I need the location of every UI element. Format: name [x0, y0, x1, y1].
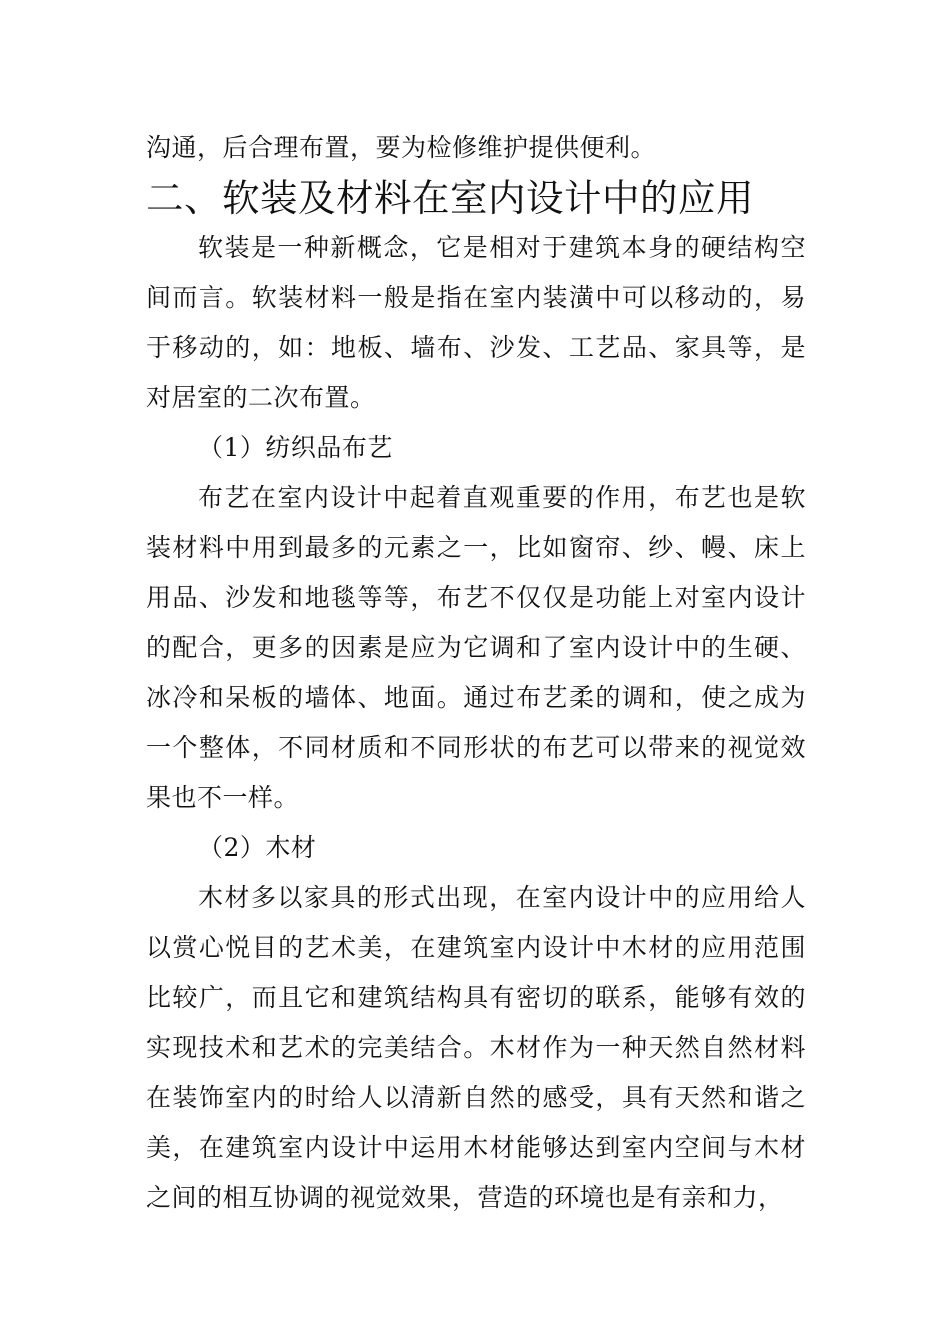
subheading-wood: （2）木材	[198, 833, 317, 862]
paragraph-wood: 木材多以家具的形式出现，在室内设计中的应用给人以赏心悦目的艺术美，在建筑室内设计中木材的应用范围比较广，而且它和建筑结构具有密切的联系，能够有效的实现技术和艺术的完美结合。木材作为一种天然自然材料在装饰室内的时给人以清新自然的感受，具有天然和谐之美，在建筑室内设计中运用木材能够达到室内空间与木材之间的相互协调的视觉效果，营造的环境也是有亲和力，	[146, 883, 806, 1212]
document-page	[146, 123, 806, 1223]
paragraph-soft-decoration: 软装是一种新概念，它是相对于建筑本身的硬结构空间而言。软装材料一般是指在室内装潢中可以移动的，易于移动的，如：地板、墙布、沙发、工艺品、家具等，是对居室的二次布置。	[146, 233, 806, 412]
subheading-textiles: （1）纺织品布艺	[198, 433, 393, 462]
paragraph-continued: 沟通，后合理布置，要为检修维护提供便利。	[146, 133, 657, 162]
paragraph-textiles: 布艺在室内设计中起着直观重要的作用，布艺也是软装材料中用到最多的元素之一，比如窗帘、纱、幔、床上用品、沙发和地毯等等，布艺不仅仅是功能上对室内设计的配合，更多的因素是应为它调和了室内设计中的生硬、冰冷和呆板的墙体、地面。通过布艺柔的调和，使之成为一个整体，不同材质和不同形状的布艺可以带来的视觉效果也不一样。	[146, 483, 806, 812]
section-heading: 二、软装及材料在室内设计中的应用	[146, 176, 754, 220]
